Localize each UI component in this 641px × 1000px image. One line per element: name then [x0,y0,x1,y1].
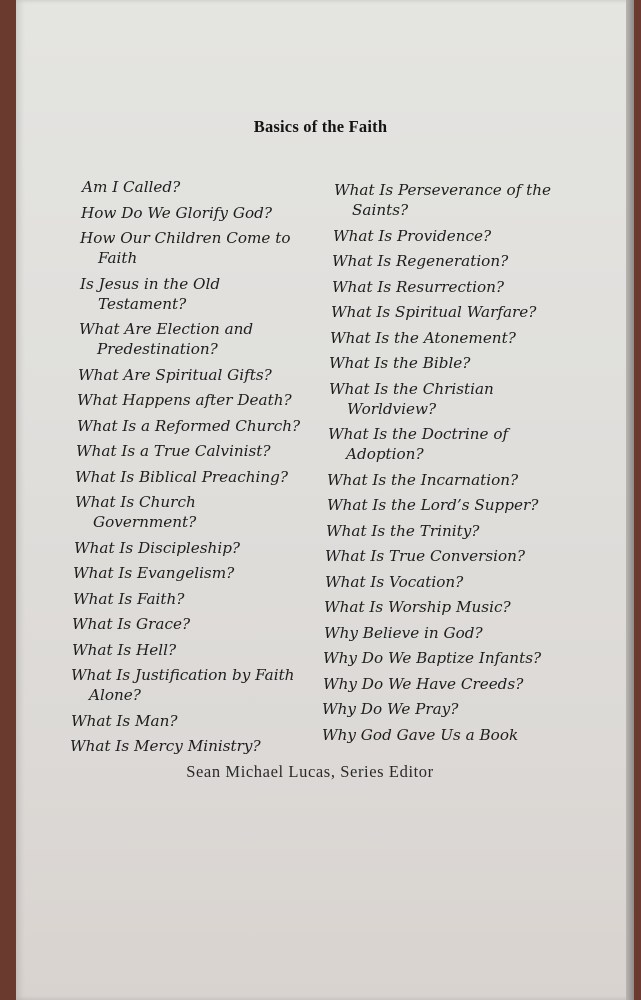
book-title: What Is Perseverance of the Saints? [334,181,552,219]
book-title: What Are Spiritual Gifts? [78,365,272,384]
book-title: What Is Discipleship? [74,538,241,557]
series-editor-credit: Sean Michael Lucas, Series Editor [186,762,434,781]
book-title: What Is Man? [71,711,178,730]
book-title: Why Do We Baptize Infants? [323,649,542,667]
book-title: What Is Vocation? [325,572,464,591]
book-title: What Is Worship Music? [324,598,511,616]
book-title: What Is Grace? [72,615,191,633]
book-title: What Is a True Calvinist? [76,442,271,460]
title-list-left [70,177,302,762]
title-list-right [322,180,567,750]
book-title: Why Do We Have Creeds? [323,674,524,693]
book-title: What Is Providence? [333,226,492,245]
book-title: What Are Election and Predestination? [79,320,254,358]
book-title: What Is True Conversion? [325,547,526,565]
book-title: Why Do We Pray? [322,700,459,718]
book-title: How Do We Glorify God? [81,203,272,222]
book-title: What Happens after Death? [77,391,292,409]
book-title: What Is the Incarnation? [327,470,519,489]
book-title: Why Believe in God? [324,623,483,642]
book-title: What Is Resurrection? [332,277,505,296]
book-title: What Is Evangelism? [73,564,235,582]
book-title: What Is Justification by Faith Alone? [71,666,295,704]
book-title: Am I Called? [82,178,181,196]
book-title: Is Jesus in the Old Testament? [80,274,221,313]
book-title: Why God Gave Us a Book [322,725,519,744]
series-heading: Basics of the Faith [253,117,388,136]
book-title: What Is Mercy Ministry? [70,737,261,755]
book-title: What Is the Doctrine of Adoption? [328,425,509,463]
book-title: What Is Hell? [72,640,177,659]
book-title: What Is the Trinity? [326,521,480,540]
book-title: What Is the Christian Worldview? [329,379,494,418]
book-title: What Is the Atonement? [330,328,516,347]
book-title: How Our Children Come to Faith [80,229,291,267]
book-title: What Is the Bible? [329,354,471,372]
book-title: What Is Biblical Preaching? [75,467,289,486]
book-title: What Is Faith? [73,589,185,608]
book-title: What Is the Lord’s Supper? [327,496,539,514]
page-edge [626,0,634,1000]
book-title: What Is Regeneration? [332,252,509,270]
book-title: What Is Spiritual Warfare? [331,303,537,321]
book-title: What Is a Reformed Church? [77,416,301,435]
book-title: What Is Church Government? [75,493,197,531]
